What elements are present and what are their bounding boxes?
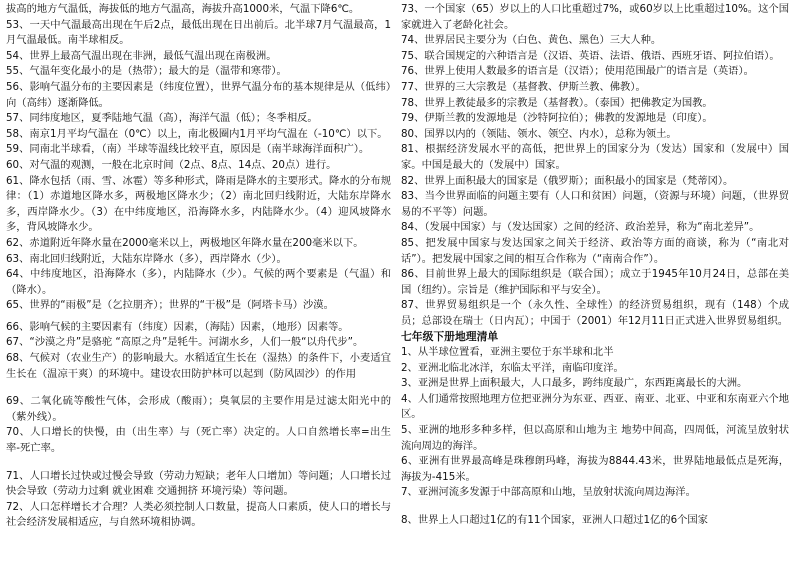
paragraph: 86、目前世界上最大的国际组织是（联合国）；成立于1945年10月24日，总部在美国（纽约）。宗旨是（维护国际和平与安全）。: [401, 268, 789, 296]
paragraph: 79、伊斯兰教的发源地是（沙特阿拉伯）；佛教的发源地是（印度）。: [401, 112, 713, 125]
spacer: [401, 501, 789, 513]
paragraph: 2、亚洲北临北冰洋，东临太平洋，南临印度洋。: [401, 361, 624, 374]
paragraph: 67、“沙漠之舟”是骆驼 “高原之舟”是牦牛。河湖水乡，人们一般“以舟代步”。: [6, 336, 364, 349]
paragraph: 6、亚洲有世界最高峰是珠穆朗玛峰，海拔为8844.43米，世界陆地最低点是死海，海拔为-415米。: [401, 455, 789, 483]
paragraph: 60、对气温的观测，一般在北京时间（2点、8点、14点、20点）进行。: [6, 158, 337, 171]
paragraph: 8、世界上人口超过1亿的有11个国家，亚洲人口超过1亿的6个国家: [401, 514, 709, 526]
paragraph: 78、世界上教徒最多的宗教是（基督教）。（泰国）把佛教定为国教。: [401, 96, 713, 109]
paragraph: 5、亚洲的地形多种多样，但以高原和山地为主 地势中间高，四周低，河流呈放射状流向周边的海洋。: [401, 424, 789, 452]
paragraph: 62、赤道附近年降水量在2000毫米以上，两极地区年降水量在200毫米以下。: [6, 236, 364, 249]
paragraph: 1、从半球位置看，亚洲主要位于东半球和北半: [401, 346, 614, 359]
paragraph: 74、世界居民主要分为（白色、黄色、黑色）三大人种。: [401, 34, 662, 47]
paragraph: 76、世界上使用人数最多的语言是（汉语）；使用范围最广的语言是（英语）。: [401, 65, 754, 78]
paragraph: 59、同南北半球看，（南）半球等温线比较平直，原因是（南半球海洋面积广）。: [6, 143, 370, 156]
paragraph: 7、亚洲河流多发源于中部高原和山地，呈放射状流向周边海洋。: [401, 486, 696, 499]
paragraph: 57、同纬度地区，夏季陆地气温（高），海洋气温（低）；冬季相反。: [6, 112, 318, 125]
paragraph: 66、影响气候的主要因素有（纬度）因素，（海陆）因素，（地形）因素等。: [6, 320, 349, 333]
paragraph: 81、根据经济发展水平的高低，把世界上的国家分为（发达）国家和（发展中）国家。中国是最大的（发展中）国家。: [401, 143, 789, 171]
right-column: [401, 2, 789, 529]
paragraph: 55、气温年变化最小的是（热带）；最大的是（温带和寒带）。: [6, 65, 287, 78]
paragraph: 58、南京1月平均气温在（0℃）以上，南北极圈内1月平均气温在（-10℃）以下。: [6, 127, 388, 140]
paragraph: 54、世界上最高气温出现在非洲，最低气温出现在南极洲。: [6, 49, 277, 62]
paragraph: 4、人们通常按照地理方位把亚洲分为东亚、西亚、南亚、北亚、中亚和东南亚六个地区。: [401, 392, 789, 421]
paragraph: 61、降水包括（雨、雪、冰雹）等多种形式，降雨是降水的主要形式。降水的分布规律：（1）赤道地区降水多，两极地区降水少；（2）南北回归线附近，大陆东岸降水多，西岸降水少。（3）在中纬度地区，沿海降水多，内陆降水少。（4）迎风坡降水多，背风坡降水少。: [6, 174, 391, 234]
paragraph: 85、把发展中国家与发达国家之间关于经济、政治等方面的商谈，称为（“南北对话”）。把发展中国家之间的相互合作称为（“南南合作”）。: [401, 236, 789, 265]
paragraph: 71、人口增长过快或过慢会导致（劳动力短缺；老年人口增加）等问题；人口增长过快会导致（劳动力过剩 就业困难 交通拥挤 环境污染）等问题。: [6, 469, 391, 498]
paragraph: 83、当今世界面临的问题主要有（人口和贫困）问题，（资源与环境）问题，（世界贸易的不平等）问题。: [401, 190, 789, 218]
left-column: [6, 2, 391, 531]
paragraph: 3、亚洲是世界上面积最大，人口最多，跨纬度最广，东西距离最长的大洲。: [401, 377, 748, 390]
paragraph: 87、世界贸易组织是一个（永久性、全球性）的经济贸易组织，现有（148）个成员；总部设在瑞士（日内瓦）；中国于（2001）年12月11日正式进入世界贸易组织。: [401, 299, 789, 327]
paragraph: 73、一个国家（65）岁以上的人口比重超过7%，或60岁以上比重超过10%。这个国家就进入了老龄化社会。: [401, 3, 789, 31]
paragraph: 72、人口怎样增长才合理？人类必须控制人口数量，提高人口素质，使人口的增长与社会经济发展相适应，与自然环境相协调。: [6, 500, 391, 529]
paragraph: 68、气候对（农业生产）的影响最大。水稻适宜生长在（湿热）的条件下，小麦适宜生长在（温凉干爽）的环境中。建设农田防护林可以起到（防风固沙）的作用: [6, 352, 391, 380]
paragraph: 75、联合国规定的六种语言是（汉语、英语、法语、俄语、西班牙语、阿拉伯语）。: [401, 49, 780, 62]
paragraph: 53、一天中气温最高出现在午后2点，最低出现在日出前后。北半球7月气温最高，1月气温最低。南半球相反。: [6, 18, 391, 47]
paragraph: 70、人口增长的快慢，由（出生率）与（死亡率）决定的。人口自然增长率=出生率-死亡率。: [6, 426, 391, 455]
paragraph: 69、二氧化硫等酸性气体，会形成（酸雨）；臭氧层的主要作用是过滤太阳光中的（紫外线）。: [6, 395, 391, 423]
paragraph: 拔高的地方气温低，海拔低的地方气温高，海拔升高1000米，气温下降6℃。: [6, 3, 360, 15]
paragraph: 64、中纬度地区，沿海降水（多），内陆降水（少）。气候的两个要素是（气温）和（降水）。: [6, 268, 391, 296]
paragraph: 63、南北回归线附近，大陆东岸降水（多），西岸降水（少）。: [6, 252, 287, 265]
paragraph: 80、国界以内的（领陆、领水、领空、内水），总称为领土。: [401, 127, 677, 140]
paragraph: 65、世界的“雨极”是（乞拉朋齐）；世界的“干极”是（阿塔卡马）沙漠。: [6, 299, 334, 312]
section-heading: 七年级下册地理清单: [401, 330, 499, 344]
paragraph: 77、世界的三大宗教是（基督教、伊斯兰教、佛教）。: [401, 80, 646, 93]
paragraph: 84、（发展中国家）与（发达国家）之间的经济、政治差异，称为“南北差异”。: [401, 221, 760, 234]
spacer: [6, 382, 391, 394]
spacer: [6, 457, 391, 469]
paragraph: 82、世界上面积最大的国家是（俄罗斯）；面积最小的国家是（梵蒂冈）。: [401, 174, 734, 187]
paragraph: 56、影响气温分布的主要因素是（纬度位置），世界气温分布的基本规律是从（低纬）向（高纬）逐渐降低。: [6, 80, 391, 109]
